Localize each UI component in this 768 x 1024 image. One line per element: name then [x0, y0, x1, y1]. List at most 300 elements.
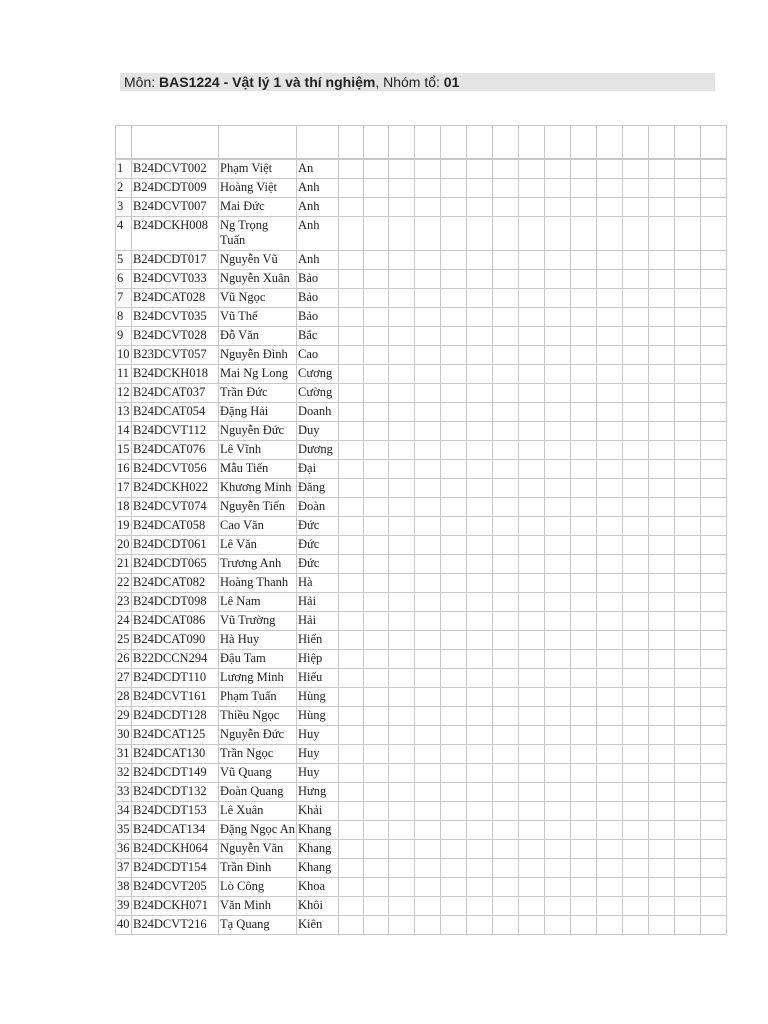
- empty-cell: [441, 179, 467, 198]
- empty-cell: [597, 289, 623, 308]
- student-id: B24DCAT076: [132, 441, 219, 460]
- row-number: 12: [116, 384, 132, 403]
- empty-cell: [389, 631, 415, 650]
- empty-cell: [649, 574, 675, 593]
- last-name: Mai Đức: [219, 198, 297, 217]
- table-row: [116, 612, 727, 631]
- group-prefix: , Nhóm tổ:: [375, 74, 444, 90]
- empty-cell: [415, 536, 441, 555]
- empty-cell: [571, 251, 597, 270]
- empty-cell: [467, 289, 493, 308]
- student-id: B24DCAT086: [132, 612, 219, 631]
- empty-cell: [675, 422, 701, 441]
- row-number: 19: [116, 517, 132, 536]
- empty-cell: [597, 669, 623, 688]
- first-name: Hùng: [297, 707, 339, 726]
- empty-cell: [389, 688, 415, 707]
- empty-cell: [339, 916, 364, 935]
- empty-cell: [597, 555, 623, 574]
- empty-cell: [415, 179, 441, 198]
- empty-cell: [597, 764, 623, 783]
- first-name: Đức: [297, 517, 339, 536]
- empty-cell: [467, 669, 493, 688]
- empty-cell: [701, 422, 727, 441]
- empty-cell: [623, 840, 649, 859]
- empty-cell: [467, 251, 493, 270]
- student-id: B24DCAT130: [132, 745, 219, 764]
- empty-cell: [571, 878, 597, 897]
- table-row: [116, 650, 727, 669]
- row-number: 9: [116, 327, 132, 346]
- empty-cell: [493, 783, 519, 802]
- empty-cell: [649, 821, 675, 840]
- empty-cell: [364, 745, 389, 764]
- empty-cell: [623, 536, 649, 555]
- empty-cell: [493, 346, 519, 365]
- empty-cell: [623, 916, 649, 935]
- last-name: Lê Xuân: [219, 802, 297, 821]
- empty-cell: [519, 198, 545, 217]
- empty-cell: [571, 821, 597, 840]
- empty-cell: [389, 897, 415, 916]
- empty-cell: [571, 422, 597, 441]
- empty-cell: [623, 593, 649, 612]
- empty-cell: [364, 327, 389, 346]
- empty-cell: [597, 650, 623, 669]
- empty-cell: [597, 384, 623, 403]
- empty-cell: [623, 327, 649, 346]
- empty-cell: [649, 384, 675, 403]
- header-cell: [545, 126, 571, 160]
- empty-cell: [364, 593, 389, 612]
- empty-cell: [493, 270, 519, 289]
- empty-cell: [339, 270, 364, 289]
- empty-cell: [649, 745, 675, 764]
- empty-cell: [467, 878, 493, 897]
- empty-cell: [649, 198, 675, 217]
- empty-cell: [441, 783, 467, 802]
- empty-cell: [519, 217, 545, 251]
- student-id: B24DCKH022: [132, 479, 219, 498]
- empty-cell: [441, 346, 467, 365]
- empty-cell: [415, 878, 441, 897]
- student-id: B24DCVT035: [132, 308, 219, 327]
- empty-cell: [675, 726, 701, 745]
- student-id: B24DCAT037: [132, 384, 219, 403]
- empty-cell: [545, 384, 571, 403]
- row-number: 3: [116, 198, 132, 217]
- empty-cell: [493, 308, 519, 327]
- empty-cell: [675, 403, 701, 422]
- empty-cell: [545, 612, 571, 631]
- empty-cell: [571, 650, 597, 669]
- empty-cell: [389, 460, 415, 479]
- table-row: [116, 821, 727, 840]
- first-name: Đăng: [297, 479, 339, 498]
- empty-cell: [364, 707, 389, 726]
- empty-cell: [649, 536, 675, 555]
- course-title-bar: [120, 73, 715, 91]
- row-number: 35: [116, 821, 132, 840]
- empty-cell: [364, 498, 389, 517]
- empty-cell: [571, 669, 597, 688]
- empty-cell: [571, 536, 597, 555]
- empty-cell: [571, 308, 597, 327]
- empty-cell: [364, 764, 389, 783]
- empty-cell: [441, 384, 467, 403]
- table-row: [116, 308, 727, 327]
- empty-cell: [339, 327, 364, 346]
- empty-cell: [675, 365, 701, 384]
- empty-cell: [545, 460, 571, 479]
- empty-cell: [441, 555, 467, 574]
- empty-cell: [571, 802, 597, 821]
- empty-cell: [519, 840, 545, 859]
- empty-cell: [597, 897, 623, 916]
- empty-cell: [339, 179, 364, 198]
- empty-cell: [364, 217, 389, 251]
- empty-cell: [519, 821, 545, 840]
- empty-cell: [571, 498, 597, 517]
- table-row: [116, 179, 727, 198]
- row-number: 5: [116, 251, 132, 270]
- empty-cell: [339, 460, 364, 479]
- first-name: Hải: [297, 612, 339, 631]
- table-row: [116, 441, 727, 460]
- empty-cell: [623, 198, 649, 217]
- empty-cell: [597, 631, 623, 650]
- empty-cell: [545, 289, 571, 308]
- empty-cell: [649, 179, 675, 198]
- empty-cell: [649, 631, 675, 650]
- student-table: [115, 125, 727, 935]
- empty-cell: [339, 403, 364, 422]
- empty-cell: [675, 650, 701, 669]
- empty-cell: [493, 745, 519, 764]
- empty-cell: [597, 365, 623, 384]
- empty-cell: [571, 479, 597, 498]
- empty-cell: [623, 289, 649, 308]
- empty-cell: [364, 536, 389, 555]
- empty-cell: [623, 688, 649, 707]
- empty-cell: [649, 688, 675, 707]
- empty-cell: [364, 802, 389, 821]
- empty-cell: [675, 217, 701, 251]
- empty-cell: [597, 536, 623, 555]
- empty-cell: [364, 612, 389, 631]
- empty-cell: [467, 783, 493, 802]
- empty-cell: [467, 460, 493, 479]
- empty-cell: [467, 179, 493, 198]
- empty-cell: [339, 612, 364, 631]
- empty-cell: [623, 612, 649, 631]
- empty-cell: [339, 802, 364, 821]
- empty-cell: [389, 707, 415, 726]
- empty-cell: [389, 159, 415, 179]
- header-cell: [649, 126, 675, 160]
- empty-cell: [649, 650, 675, 669]
- first-name: Hưng: [297, 783, 339, 802]
- empty-cell: [415, 859, 441, 878]
- empty-cell: [441, 859, 467, 878]
- empty-cell: [415, 574, 441, 593]
- empty-cell: [441, 688, 467, 707]
- empty-cell: [597, 460, 623, 479]
- empty-cell: [467, 707, 493, 726]
- last-name: Trương Anh: [219, 555, 297, 574]
- empty-cell: [675, 498, 701, 517]
- student-id: B24DCVT112: [132, 422, 219, 441]
- empty-cell: [675, 764, 701, 783]
- student-id: B24DCAT028: [132, 289, 219, 308]
- empty-cell: [467, 346, 493, 365]
- first-name: Khang: [297, 840, 339, 859]
- empty-cell: [389, 270, 415, 289]
- empty-cell: [597, 878, 623, 897]
- empty-cell: [649, 517, 675, 536]
- student-id: B24DCKH008: [132, 217, 219, 251]
- last-name: Đỗ Văn: [219, 327, 297, 346]
- header-cell: [116, 126, 132, 160]
- empty-cell: [545, 308, 571, 327]
- empty-cell: [441, 441, 467, 460]
- empty-cell: [339, 441, 364, 460]
- empty-cell: [493, 217, 519, 251]
- empty-cell: [441, 764, 467, 783]
- empty-cell: [389, 859, 415, 878]
- empty-cell: [649, 346, 675, 365]
- empty-cell: [701, 574, 727, 593]
- empty-cell: [571, 517, 597, 536]
- student-id: B24DCDT009: [132, 179, 219, 198]
- empty-cell: [389, 517, 415, 536]
- empty-cell: [415, 289, 441, 308]
- empty-cell: [364, 308, 389, 327]
- row-number: 20: [116, 536, 132, 555]
- empty-cell: [675, 198, 701, 217]
- empty-cell: [597, 840, 623, 859]
- empty-cell: [545, 441, 571, 460]
- course-name: BAS1224 - Vật lý 1 và thí nghiệm: [159, 74, 376, 90]
- empty-cell: [415, 593, 441, 612]
- row-number: 6: [116, 270, 132, 289]
- last-name: Trần Ngọc: [219, 745, 297, 764]
- empty-cell: [467, 574, 493, 593]
- empty-cell: [441, 365, 467, 384]
- empty-cell: [571, 159, 597, 179]
- empty-cell: [441, 631, 467, 650]
- empty-cell: [701, 270, 727, 289]
- empty-cell: [389, 403, 415, 422]
- empty-cell: [597, 916, 623, 935]
- empty-cell: [675, 916, 701, 935]
- empty-cell: [467, 612, 493, 631]
- empty-cell: [364, 422, 389, 441]
- first-name: Khang: [297, 821, 339, 840]
- first-name: Hùng: [297, 688, 339, 707]
- empty-cell: [597, 346, 623, 365]
- empty-cell: [389, 422, 415, 441]
- empty-cell: [389, 479, 415, 498]
- empty-cell: [389, 251, 415, 270]
- empty-cell: [597, 688, 623, 707]
- student-id: B24DCKH064: [132, 840, 219, 859]
- empty-cell: [339, 669, 364, 688]
- empty-cell: [701, 308, 727, 327]
- empty-cell: [571, 441, 597, 460]
- empty-cell: [519, 783, 545, 802]
- empty-cell: [339, 159, 364, 179]
- empty-cell: [339, 517, 364, 536]
- row-number: 25: [116, 631, 132, 650]
- empty-cell: [649, 783, 675, 802]
- empty-cell: [597, 783, 623, 802]
- empty-cell: [545, 251, 571, 270]
- header-cell: [623, 126, 649, 160]
- empty-cell: [467, 916, 493, 935]
- last-name: Phạm Việt: [219, 159, 297, 179]
- empty-cell: [571, 631, 597, 650]
- empty-cell: [441, 897, 467, 916]
- student-id: B24DCVT216: [132, 916, 219, 935]
- row-number: 32: [116, 764, 132, 783]
- empty-cell: [571, 384, 597, 403]
- empty-cell: [467, 384, 493, 403]
- empty-cell: [597, 217, 623, 251]
- empty-cell: [415, 479, 441, 498]
- empty-cell: [389, 821, 415, 840]
- table-row: [116, 783, 727, 802]
- empty-cell: [649, 460, 675, 479]
- student-id: B24DCVT002: [132, 159, 219, 179]
- empty-cell: [364, 669, 389, 688]
- empty-cell: [701, 159, 727, 179]
- empty-cell: [364, 251, 389, 270]
- student-id: B24DCAT090: [132, 631, 219, 650]
- empty-cell: [493, 631, 519, 650]
- first-name: Kiên: [297, 916, 339, 935]
- row-number: 11: [116, 365, 132, 384]
- empty-cell: [415, 217, 441, 251]
- empty-cell: [493, 650, 519, 669]
- empty-cell: [623, 650, 649, 669]
- first-name: Bảo: [297, 270, 339, 289]
- empty-cell: [519, 669, 545, 688]
- empty-cell: [675, 821, 701, 840]
- empty-cell: [415, 764, 441, 783]
- header-cell: [519, 126, 545, 160]
- header-cell: [571, 126, 597, 160]
- empty-cell: [339, 783, 364, 802]
- empty-cell: [339, 308, 364, 327]
- empty-cell: [571, 365, 597, 384]
- empty-cell: [519, 441, 545, 460]
- student-id: B24DCAT134: [132, 821, 219, 840]
- empty-cell: [701, 688, 727, 707]
- row-number: 18: [116, 498, 132, 517]
- empty-cell: [649, 422, 675, 441]
- empty-cell: [441, 593, 467, 612]
- row-number: 8: [116, 308, 132, 327]
- empty-cell: [519, 764, 545, 783]
- row-number: 14: [116, 422, 132, 441]
- empty-cell: [493, 441, 519, 460]
- table-row: [116, 270, 727, 289]
- header-cell: [701, 126, 727, 160]
- empty-cell: [519, 593, 545, 612]
- empty-cell: [571, 289, 597, 308]
- last-name: Vũ Thế: [219, 308, 297, 327]
- table-row: [116, 745, 727, 764]
- empty-cell: [649, 593, 675, 612]
- empty-cell: [545, 916, 571, 935]
- empty-cell: [364, 384, 389, 403]
- table-row: [116, 422, 727, 441]
- empty-cell: [364, 198, 389, 217]
- empty-cell: [519, 878, 545, 897]
- empty-cell: [364, 574, 389, 593]
- empty-cell: [649, 479, 675, 498]
- empty-cell: [493, 707, 519, 726]
- last-name: Lương Minh: [219, 669, 297, 688]
- empty-cell: [519, 365, 545, 384]
- empty-cell: [597, 422, 623, 441]
- empty-cell: [545, 198, 571, 217]
- empty-cell: [519, 289, 545, 308]
- row-number: 37: [116, 859, 132, 878]
- empty-cell: [519, 574, 545, 593]
- empty-cell: [701, 384, 727, 403]
- empty-cell: [623, 707, 649, 726]
- table-header-row: [116, 126, 727, 160]
- first-name: Bảo: [297, 289, 339, 308]
- empty-cell: [519, 536, 545, 555]
- empty-cell: [364, 897, 389, 916]
- empty-cell: [571, 198, 597, 217]
- first-name: Bắc: [297, 327, 339, 346]
- empty-cell: [597, 327, 623, 346]
- row-number: 33: [116, 783, 132, 802]
- header-cell: [364, 126, 389, 160]
- row-number: 15: [116, 441, 132, 460]
- empty-cell: [701, 612, 727, 631]
- last-name: Nguyễn Đức: [219, 726, 297, 745]
- empty-cell: [415, 802, 441, 821]
- empty-cell: [597, 517, 623, 536]
- last-name: Trần Đức: [219, 384, 297, 403]
- empty-cell: [389, 612, 415, 631]
- empty-cell: [389, 802, 415, 821]
- last-name: Lê Vĩnh: [219, 441, 297, 460]
- empty-cell: [339, 346, 364, 365]
- empty-cell: [415, 498, 441, 517]
- empty-cell: [675, 308, 701, 327]
- empty-cell: [364, 460, 389, 479]
- empty-cell: [364, 179, 389, 198]
- table-row: [116, 217, 727, 251]
- empty-cell: [701, 650, 727, 669]
- empty-cell: [415, 403, 441, 422]
- empty-cell: [493, 802, 519, 821]
- empty-cell: [649, 840, 675, 859]
- row-number: 40: [116, 916, 132, 935]
- empty-cell: [467, 403, 493, 422]
- empty-cell: [389, 179, 415, 198]
- empty-cell: [467, 308, 493, 327]
- empty-cell: [649, 159, 675, 179]
- empty-cell: [441, 217, 467, 251]
- empty-cell: [545, 574, 571, 593]
